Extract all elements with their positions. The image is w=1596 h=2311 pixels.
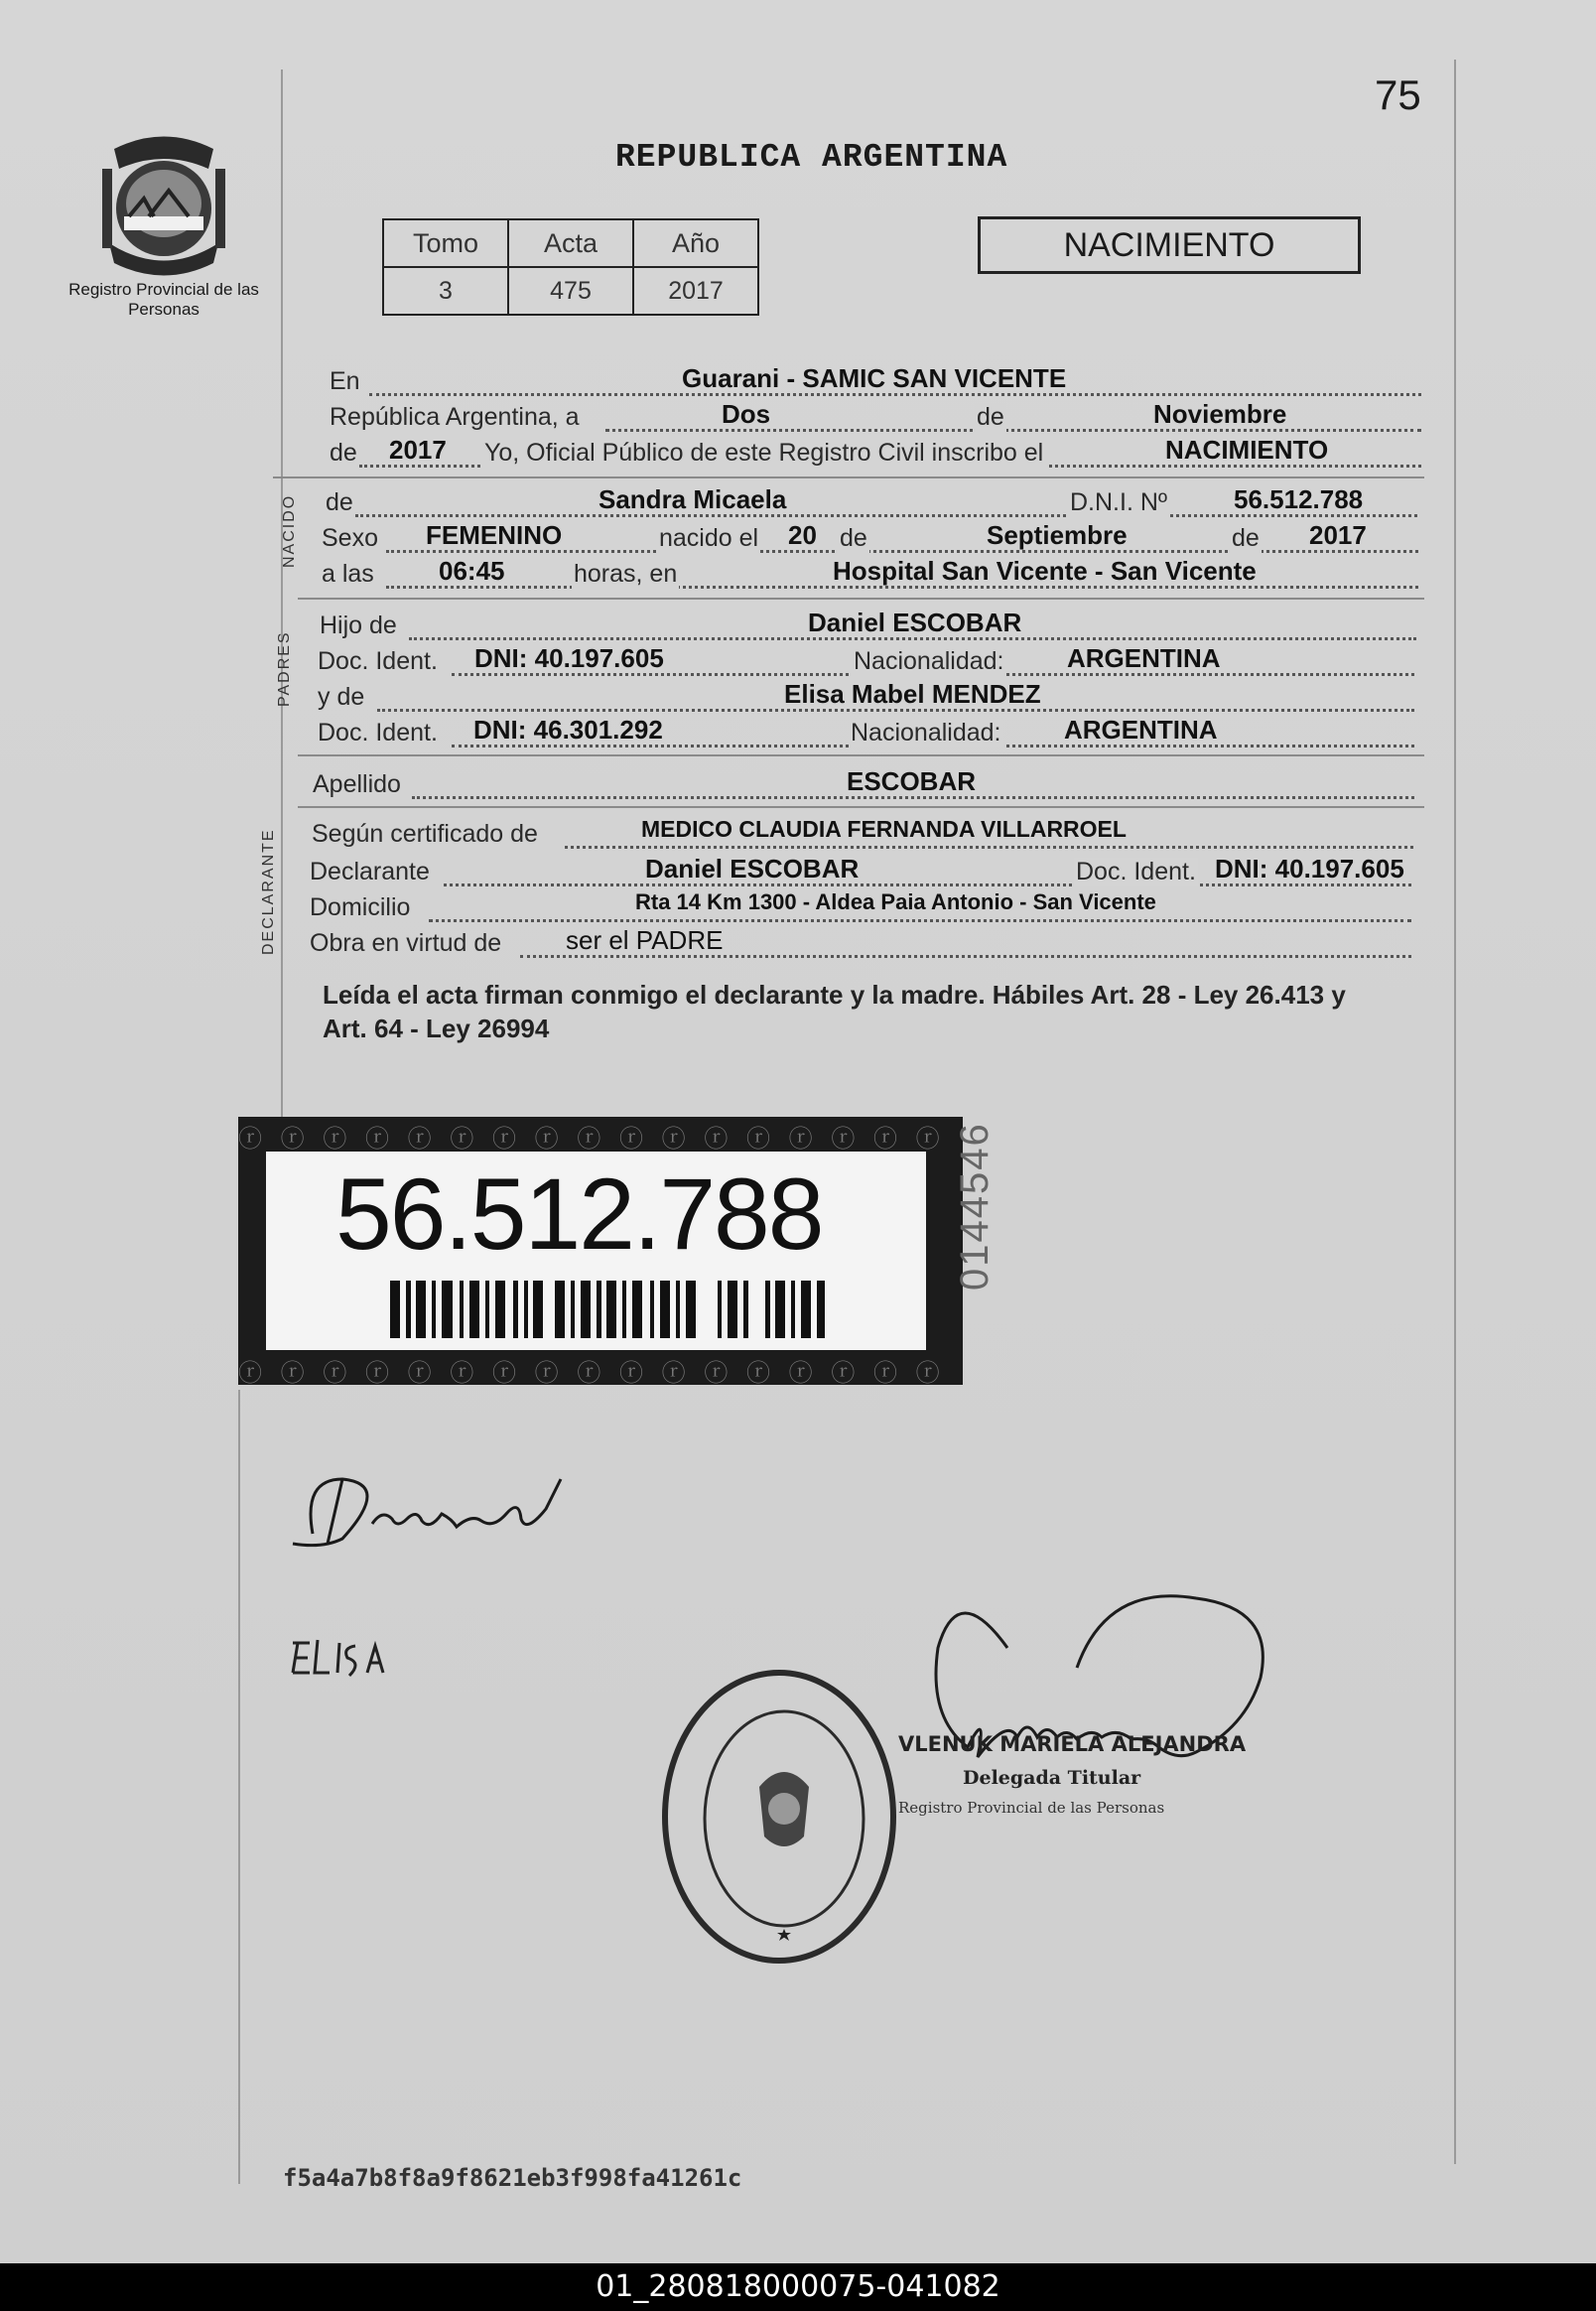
day-value: Dos (722, 399, 771, 429)
father-nat-value: ARGENTINA (1067, 643, 1221, 673)
declarante-value: Daniel ESCOBAR (645, 854, 860, 884)
sticker-serial-number: 0144546 (953, 1122, 997, 1291)
alas-label: a las (322, 560, 374, 588)
anio-header: Año (633, 219, 758, 267)
dni-sticker-inner (266, 1152, 926, 1350)
nacido-de-label: de (326, 488, 353, 516)
de2-label: de (330, 439, 357, 467)
declarante-section-label: DECLARANTE (260, 828, 277, 955)
apellido-label: Apellido (313, 770, 401, 798)
father-name-value: Daniel ESCOBAR (808, 608, 1022, 637)
tomo-header: Tomo (383, 219, 508, 267)
father-nat-label: Nacionalidad: (854, 647, 1004, 675)
en-value: Guarani - SAMIC SAN VICENTE (682, 363, 1067, 393)
mother-doc-label: Doc. Ident. (318, 719, 438, 747)
year-value: 2017 (389, 435, 447, 465)
file-id-footer: 01_280818000075-041082 (0, 2263, 1596, 2311)
misiones-coat-of-arms-logo (94, 129, 233, 278)
official-name: VLENUK MARIELA ALEJANDRA (898, 1732, 1247, 1756)
mother-nat-label: Nacionalidad: (851, 719, 1001, 747)
nacido-dni-value: 56.512.788 (1234, 484, 1364, 514)
sexo-value: FEMENINO (426, 520, 563, 550)
declarante-doc-label: Doc. Ident. (1076, 858, 1196, 885)
record-type-box: NACIMIENTO (978, 216, 1361, 274)
mother-nat-value: ARGENTINA (1064, 715, 1218, 745)
apellido-value: ESCOBAR (847, 766, 977, 796)
father-doc-value: DNI: 40.197.605 (474, 643, 664, 673)
birth-de2-label: de (1232, 524, 1260, 552)
acta-header: Acta (508, 219, 633, 267)
nacido-name-value: Sandra Micaela (598, 484, 787, 514)
document-hash: f5a4a7b8f8a9f8621eb3f998fa41261c (283, 2164, 742, 2192)
official-organization: Registro Provincial de las Personas (898, 1799, 1165, 1817)
mother-doc-value: DNI: 46.301.292 (473, 715, 663, 745)
yde-label: y de (318, 683, 365, 711)
hijo-label: Hijo de (320, 612, 397, 639)
dni-number: 56.512.788 (335, 1157, 823, 1271)
tomo-value: 3 (383, 267, 508, 315)
right-margin-line (1454, 60, 1456, 2164)
declarante-doc-value: DNI: 40.197.605 (1215, 854, 1404, 884)
oficial-text: Yo, Oficial Público de este Registro Civil inscribo el (480, 439, 1047, 468)
signature-elisa (288, 1628, 397, 1688)
birth-day-value: 20 (788, 520, 817, 550)
signature-daniel (283, 1459, 600, 1568)
document-title: REPUBLICA ARGENTINA (615, 139, 1008, 176)
birth-place-value: Hospital San Vicente - San Vicente (833, 556, 1257, 586)
father-doc-label: Doc. Ident. (318, 647, 438, 675)
dni-barcode (390, 1281, 827, 1338)
dni-sticker-pattern-top: ⓡ ⓡ ⓡ ⓡ ⓡ ⓡ ⓡ ⓡ ⓡ ⓡ ⓡ ⓡ ⓡ ⓡ ⓡ ⓡ ⓡ (238, 1126, 946, 1151)
nacido-section-label: NACIDO (281, 493, 298, 568)
obra-label: Obra en virtud de (310, 929, 502, 957)
segun-value: MEDICO CLAUDIA FERNANDA VILLARROEL (641, 816, 1127, 842)
en-label: En (330, 367, 360, 395)
logo-caption: Registro Provincial de las Personas (68, 280, 259, 319)
birth-de-label: de (840, 524, 867, 552)
horas-label: horas, en (574, 560, 678, 588)
birth-month-value: Septiembre (987, 520, 1128, 550)
de-label: de (977, 403, 1004, 431)
birth-time-value: 06:45 (439, 556, 505, 586)
sexo-label: Sexo (322, 524, 378, 552)
republica-label: República Argentina, a (330, 403, 580, 431)
birth-year-value: 2017 (1309, 520, 1367, 550)
month-value: Noviembre (1153, 399, 1287, 429)
legal-note: Leída el acta firman conmigo el declarante y la madre. Hábiles Art. 28 - Ley 26.413 y Art. 64 - Ley 26994 (323, 980, 1346, 1043)
segun-label: Según certificado de (312, 820, 538, 848)
left-margin-line (281, 69, 283, 1161)
inscribo-value: NACIMIENTO (1165, 435, 1329, 465)
official-role: Delegada Titular (963, 1767, 1141, 1789)
left-margin-line-lower (238, 1390, 240, 2184)
padres-section-label: PADRES (276, 630, 293, 707)
declarante-label: Declarante (310, 858, 430, 885)
dni-label: D.N.I. Nº (1070, 488, 1168, 516)
mother-name-value: Elisa Mabel MENDEZ (784, 679, 1041, 709)
nacido-el-label: nacido el (659, 524, 759, 552)
domicilio-value: Rta 14 Km 1300 - Aldea Paia Antonio - San Vicente (635, 889, 1156, 914)
anio-value: 2017 (633, 267, 758, 315)
dni-sticker (238, 1117, 963, 1385)
dni-sticker-pattern-bottom: ⓡ ⓡ ⓡ ⓡ ⓡ ⓡ ⓡ ⓡ ⓡ ⓡ ⓡ ⓡ ⓡ ⓡ ⓡ ⓡ ⓡ (238, 1360, 946, 1385)
obra-value: ser el PADRE (566, 925, 724, 955)
record-index-table (382, 218, 759, 316)
acta-value: 475 (508, 267, 633, 315)
page-number: 75 (1375, 71, 1421, 118)
domicilio-label: Domicilio (310, 893, 411, 921)
